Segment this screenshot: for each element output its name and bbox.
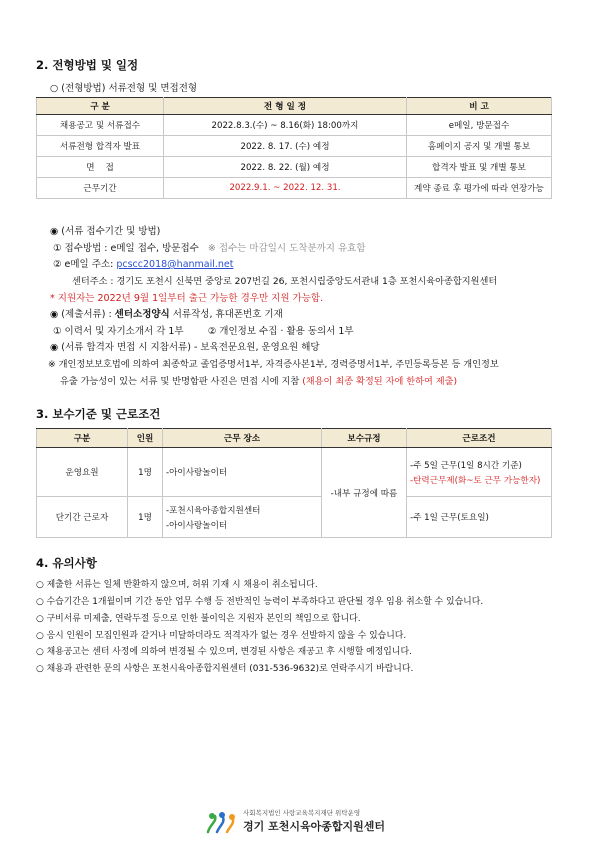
center-logo-icon — [205, 810, 239, 834]
table-cell: 단기간 근로자 — [37, 497, 128, 538]
header-pay: 보수규정 — [322, 429, 407, 448]
table-cell: e메일, 방문접수 — [407, 115, 552, 136]
notice-item: ○ 구비서류 미제출, 연락두절 등으로 인한 불이익은 지원자 본인의 책임으로 합니다. — [36, 614, 361, 624]
privacy-line2-red: (채용이 최종 확정된 자에 한하여 제출) — [302, 376, 458, 387]
header-type: 구분 — [37, 429, 128, 448]
table-cell: 근무기간 — [37, 178, 164, 199]
header-remark: 비 고 — [407, 98, 552, 115]
table-cell: 1명 — [128, 497, 163, 538]
table-cell: 2022. 8. 17. (수) 예정 — [164, 136, 407, 157]
table-cell: 2022.8.3.(수) ~ 8.16(화) 18:00까지 — [164, 115, 407, 136]
table-cell: 운영요원 — [37, 448, 128, 497]
method-note: ※ 접수는 마감일시 도착분까지 유효함 — [207, 243, 366, 254]
center-address: 센터주소 : 경기도 포천시 신북면 중앙로 207번길 26, 포천시립중앙도서관내 1층 포천시육아종합지원센터 — [72, 276, 498, 287]
table-cell: 2022. 8. 22. (월) 예정 — [164, 157, 407, 178]
submit-suffix: 서류작성, 휴대폰번호 기재 — [169, 309, 283, 320]
privacy-note-line2 — [60, 373, 457, 387]
section-2-title: 2. 전형방법 및 일정 — [36, 58, 139, 72]
notice-item: ○ 채용공고는 센터 사정에 의하여 변경될 수 있으며, 변경된 사항은 재공고 후 시행할 예정입니다. — [36, 647, 412, 657]
condition-line-flex: -탄력근무제(화~토 근무 가능한자) — [410, 475, 541, 486]
header-category: 구 분 — [37, 98, 164, 115]
logo-title: 경기 포천시육아종합지원센터 — [243, 820, 385, 833]
schedule-table — [36, 97, 552, 199]
email-line — [53, 256, 234, 270]
table-cell: -주 1일 근무(토요일) — [407, 497, 552, 538]
table-row — [37, 136, 552, 157]
privacy-line2-text: 유출 가능성이 있는 서류 및 반명함판 사진은 면접 시에 지참 — [60, 376, 303, 387]
eligibility-notice: * 지원자는 2022년 9월 1일부터 출근 가능한 경우만 지원 가능함. — [50, 293, 324, 304]
header-place: 근무 장소 — [163, 429, 322, 448]
table-cell: 계약 종료 후 평가에 따라 연장가능 — [407, 178, 552, 199]
submit-items: ① 이력서 및 자기소개서 각 1부 ② 개인정보 수집 · 활용 동의서 1부 — [53, 326, 354, 337]
schedule-header-row — [37, 98, 552, 115]
table-cell: -아이사랑놀이터 — [163, 448, 322, 497]
interview-docs: ◉ (서류 합격자 면접 시 지참서류) - 보육전문요원, 운영요원 해당 — [50, 342, 320, 353]
submit-prefix: ◉ (제출서류) : — [50, 309, 115, 320]
submit-bold: 센터소정양식 — [114, 309, 170, 320]
privacy-note-line1: ※ 개인정보보호법에 의하여 최종학교 졸업증명서1부, 자격증사본1부, 경력증명서1부, 주민등록등본 등 개인정보 — [48, 359, 499, 370]
table-row — [37, 497, 552, 538]
table-row — [37, 448, 552, 497]
submission-method — [53, 240, 366, 254]
table-cell: 1명 — [128, 448, 163, 497]
email-label: ② e메일 주소: — [53, 259, 117, 270]
header-count: 인원 — [128, 429, 163, 448]
section-4-title: 4. 유의사항 — [36, 556, 97, 570]
pay-rule-cell: -내부 규정에 따름 — [322, 448, 407, 538]
doc-period-heading: ◉ (서류 접수기간 및 방법) — [50, 226, 161, 237]
table-cell: 합격자 발표 및 개별 통보 — [407, 157, 552, 178]
table-cell: 서류전형 합격자 발표 — [37, 136, 164, 157]
logo-subtitle: 사회복지법인 사랑교육복지재단 위탁운영 — [243, 809, 361, 817]
selection-method: ○ (전형방법) 서류전형 및 면접전형 — [50, 83, 198, 94]
conditions-header-row — [37, 429, 552, 448]
place-line: -포천시육아종합지원센터 — [166, 505, 261, 516]
header-conditions: 근로조건 — [407, 429, 552, 448]
place-line: -아이사랑놀이터 — [166, 520, 228, 531]
place-cell — [163, 497, 322, 538]
notice-item: ○ 응시 인원이 모집인원과 같거나 미달하더라도 적격자가 없는 경우 선발하지 않을 수 있습니다. — [36, 631, 407, 641]
notice-item: ○ 채용과 관련한 문의 사항은 포천시육아종합지원센터 (031-536-9632)로 연락주시기 바랍니다. — [36, 664, 414, 674]
table-cell: 면 접 — [37, 157, 164, 178]
center-logo — [205, 808, 405, 838]
table-cell: 홈페이지 공지 및 개별 통보 — [407, 136, 552, 157]
notice-item: ○ 수습기간은 1개월이며 기간 동안 업무 수행 등 전반적인 능력이 부족하다고 판단될 경우 임용 취소할 수 있습니다. — [36, 597, 484, 607]
submission-docs — [50, 306, 283, 320]
table-row — [37, 157, 552, 178]
table-row — [37, 178, 552, 199]
table-row — [37, 115, 552, 136]
conditions-table — [36, 428, 552, 538]
method-label: ① 접수방법 : e메일 접수, 방문접수 — [53, 243, 199, 254]
email-link[interactable]: pcscc2018@hanmail.net — [116, 259, 234, 270]
work-period-cell: 2022.9.1. ~ 2022. 12. 31. — [164, 178, 407, 199]
section-3-title: 3. 보수기준 및 근로조건 — [36, 407, 161, 421]
condition-line: -주 5일 근무(1일 8시간 기준) — [410, 460, 522, 471]
table-cell: 채용공고 및 서류접수 — [37, 115, 164, 136]
conditions-cell — [407, 448, 552, 497]
header-schedule: 전 형 일 정 — [164, 98, 407, 115]
notice-item: ○ 제출한 서류는 일체 반환하지 않으며, 허위 기재 시 채용이 취소됩니다. — [36, 580, 318, 590]
